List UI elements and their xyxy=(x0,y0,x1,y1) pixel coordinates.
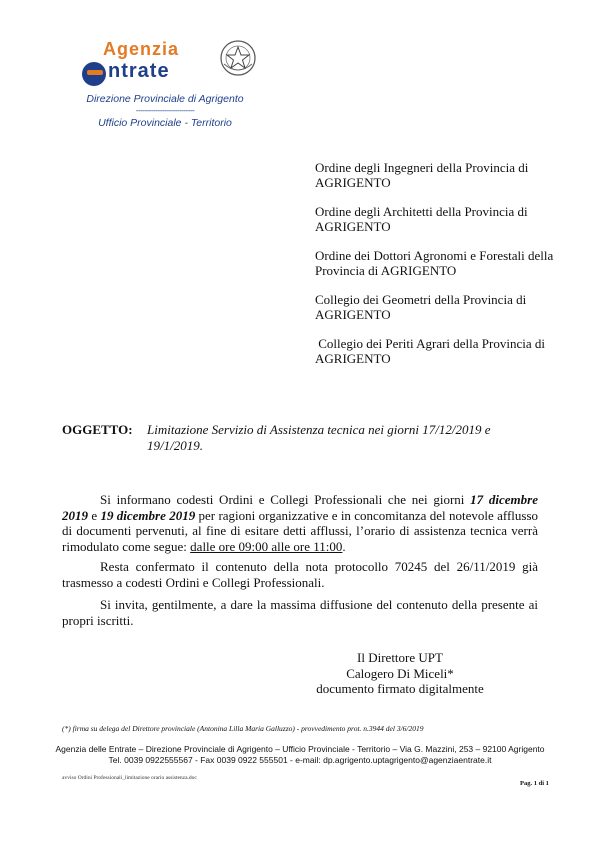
body-paragraph-1 xyxy=(62,492,538,554)
body-paragraph-3: Si invita, gentilmente, a dare la massima diffusione del contenuto della presente ai propri iscritti. xyxy=(62,597,538,628)
footer-address: Agenzia delle Entrate – Direzione Provinciale di Agrigento – Ufficio Provinciale - Territorio – Via G. Mazzini, 253 – 92100 Agrigento xyxy=(55,744,545,754)
header-separator: --------------------------- xyxy=(135,106,195,115)
signature-block xyxy=(300,650,500,697)
signature-note: documento firmato digitalmente xyxy=(316,681,484,696)
p1-end: . xyxy=(342,538,346,554)
direzione-provinciale: Direzione Provinciale di Agrigento xyxy=(86,93,244,105)
document-filename: avviso Ordini Professionali_limitazione orario assistenza.doc xyxy=(62,775,197,781)
entrate-e-mark-icon xyxy=(82,62,106,86)
subject-text: Limitazione Servizio di Assistenza tecnica nei giorni 17/12/2019 e 19/1/2019. xyxy=(147,422,491,453)
ufficio-provinciale: Ufficio Provinciale - Territorio xyxy=(98,117,232,129)
p1-text-c: per ragioni organizzative e in concomitanza del notevole afflusso di documenti pervenuti, al fine di esitare detti afflussi, l’orario di assistenza tecnica verrà rimodulato come segue: xyxy=(62,507,539,554)
recipient: Collegio dei Geometri della Provincia di AGRIGENTO xyxy=(315,292,527,322)
p1-time-range: dalle ore 09:00 alle ore 11:00 xyxy=(190,538,343,554)
p1-date-2: 19 dicembre 2019 xyxy=(100,507,196,523)
page-number: Pag. 1 di 1 xyxy=(520,780,549,787)
signature-role: Il Direttore UPT xyxy=(357,650,443,665)
page-footer xyxy=(0,744,600,766)
body-paragraph-2: Resta confermato il contenuto della nota protocollo 70245 del 26/11/2019 già trasmesso a codesti Ordini e Collegi Professionali. xyxy=(62,559,538,590)
recipient: Ordine dei Dottori Agronomi e Forestali della Provincia di AGRIGENTO xyxy=(315,248,554,278)
p1-text-a: Si informano codesti Ordini e Collegi Professionali che nei giorni xyxy=(100,492,471,507)
italian-republic-emblem-icon xyxy=(218,38,258,78)
p1-text-b: e xyxy=(88,507,101,523)
delegation-footnote: (*) firma su delega del Direttore provinciale (Antonina Lilla Maria Galluzzo) - provvedimento prot. n.3944 del 3/6/2019 xyxy=(62,724,424,733)
signature-name: Calogero Di Miceli* xyxy=(346,665,454,681)
recipient: Collegio dei Periti Agrari della Provincia di AGRIGENTO xyxy=(315,336,548,366)
recipient: Ordine degli Ingegneri della Provincia di AGRIGENTO xyxy=(315,160,529,190)
recipients-list xyxy=(315,160,555,380)
footer-contacts: Tel. 0039 0922555567 - Fax 0039 0922 555501 - e-mail: dp.agrigento.uptagrigento@agenziaentrate.it xyxy=(108,755,492,765)
subject-block xyxy=(62,422,542,454)
logo-word-entrate: ntrate xyxy=(108,60,170,82)
logo-word-agenzia: Agenzia xyxy=(103,39,180,59)
subject-label: OGGETTO: xyxy=(62,422,133,437)
p1-date-1: 17 dicembre 2019 xyxy=(62,492,538,523)
recipient: Ordine degli Architetti della Provincia di AGRIGENTO xyxy=(315,204,528,234)
